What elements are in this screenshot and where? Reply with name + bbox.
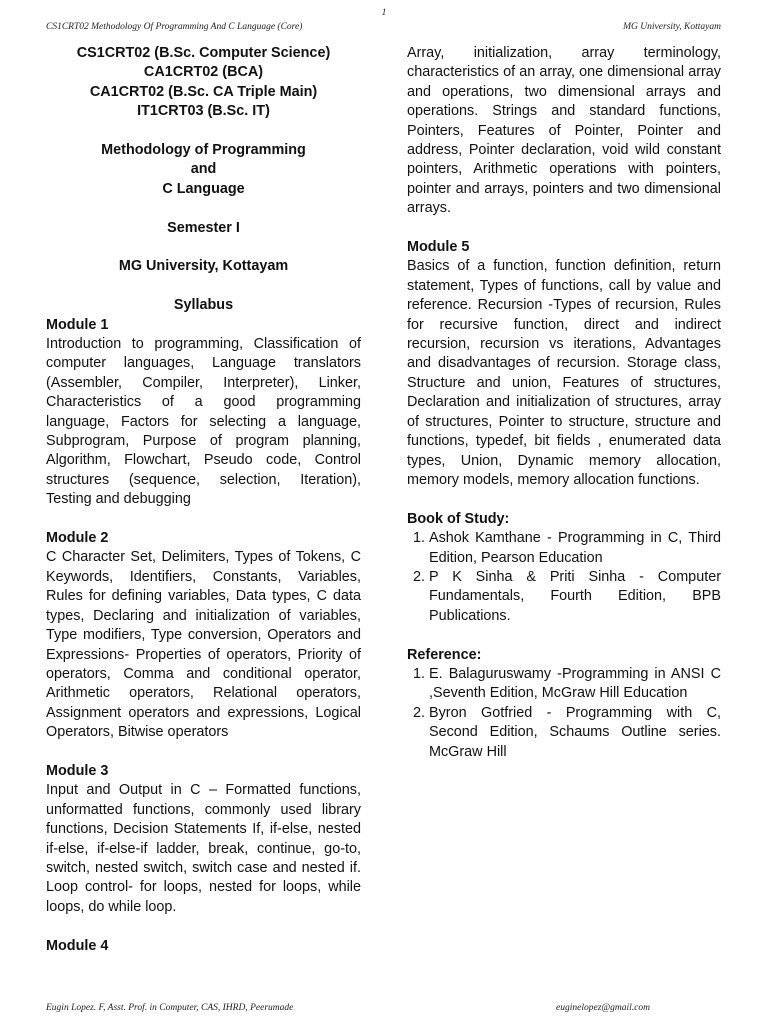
footer-email: euginelopez@gmail.com xyxy=(556,1003,650,1013)
course-code-1: CS1CRT02 (B.Sc. Computer Science) xyxy=(76,45,331,61)
module-3-heading: Module 3 xyxy=(46,762,109,779)
module-2-text: C Character Set, Delimiters, Types of Tokens, C Keywords, Identifiers, Constants, Variables, Rules for defining variables, Data types, C data types, Declaring and initialization of variables, Type modifiers, Type conversion, Operators and Expressions- Properties of operators, Priority of operators, Comma and conditional operator, Arithmetic operators, Relational operators, Assignment operators and expressions, Logical Operators, Bitwise operators xyxy=(46,549,361,741)
course-code-3: CA1CRT02 (B.Sc. CA Triple Main) xyxy=(89,83,318,100)
module-1-text: Introduction to programming, Classification of computer languages, Language translators (Assembler, Compiler, Interpreter), Linker, Characteristics of a good programming language, Factors for selecting a language, Subprogram, Purpose of program planning, Algorithm, Flowchart, Pseudo code, Control structures (sequence, selection, Iteration), Testing and debugging xyxy=(46,336,361,508)
course-title-line-3: C Language xyxy=(162,180,245,197)
course-title-line-2: and xyxy=(190,161,217,178)
reference-heading: Reference: xyxy=(407,646,482,663)
reference-list xyxy=(407,665,721,762)
book-of-study-item-2: 2. P K Sinha & Priti Sinha - Computer Fundamentals, Fourth Edition, BPB Publications. xyxy=(429,568,721,626)
reference-item-1: 1. E. Balaguruswamy -Programming in ANSI C ,Seventh Edition, McGraw Hill Education xyxy=(429,665,721,704)
module-5-text: Basics of a function, function definition, return statement, Types of functions, call by value and reference. Recursion -Types of recursion, Rules for recursive function, direct and indirect recursion, recursion vs iterations, Advantages and disadvantages of recursion. Storage class, Structure and union, Features of structures, Declaration and initialization of structures, array of structures, Pointer to structure, structure and functions, typedef, bit fields , enumerated data types, Union, Dynamic memory allocation, memory models, memory allocation functions. xyxy=(407,258,721,488)
right-column xyxy=(407,44,721,762)
left-column xyxy=(46,44,361,956)
book-of-study-item-1: 1. Ashok Kamthane - Programming in C, Third Edition, Pearson Education xyxy=(429,529,721,568)
semester-label: Semester I xyxy=(167,219,240,236)
course-title-line-1: Methodology of Programming xyxy=(101,142,306,159)
module-5-heading: Module 5 xyxy=(407,239,470,256)
footer-author: Eugin Lopez. F, Asst. Prof. in Computer, CAS, IHRD, Peerumade xyxy=(46,1003,294,1013)
module-4-heading: Module 4 xyxy=(46,937,109,954)
course-code-2: CA1CRT02 (BCA) xyxy=(143,64,264,81)
page-number: 1 xyxy=(381,8,387,18)
syllabus-heading: Syllabus xyxy=(173,297,234,314)
reference-item-2: 2. Byron Gotfried - Programming with C, Second Edition, Schaums Outline series. McGraw Hill xyxy=(429,704,721,762)
university-name: MG University, Kottayam xyxy=(118,258,289,275)
book-of-study-heading: Book of Study: xyxy=(407,510,510,527)
running-header-left: CS1CRT02 Methodology Of Programming And C Language (Core) xyxy=(46,22,303,32)
course-code-4: IT1CRT03 (B.Sc. IT) xyxy=(137,103,270,120)
module-3-text: Input and Output in C – Formatted functions, unformatted functions, commonly used library functions, Decision Statements If, if-else, nested if-else, if-else-if ladder, break, continue, go-to, switch, nested switch, switch case and nested if. Loop control- for loops, nested for loops, while loops, do while loop. xyxy=(46,782,361,915)
book-of-study-list xyxy=(407,529,721,626)
running-header-right: MG University, Kottayam xyxy=(623,22,721,32)
module-4-text: Array, initialization, array terminology, characteristics of an array, one dimensional array and operations, two dimensional arrays and operations. Strings and standard functions, Pointers, Features of Pointer, Pointer and address, Pointer declaration, void wild constant pointers, Arithmetic operations with pointers, pointer and arrays, pointers and two dimensional arrays. xyxy=(407,45,721,217)
module-1-heading: Module 1 xyxy=(46,316,109,333)
module-2-heading: Module 2 xyxy=(46,530,109,547)
